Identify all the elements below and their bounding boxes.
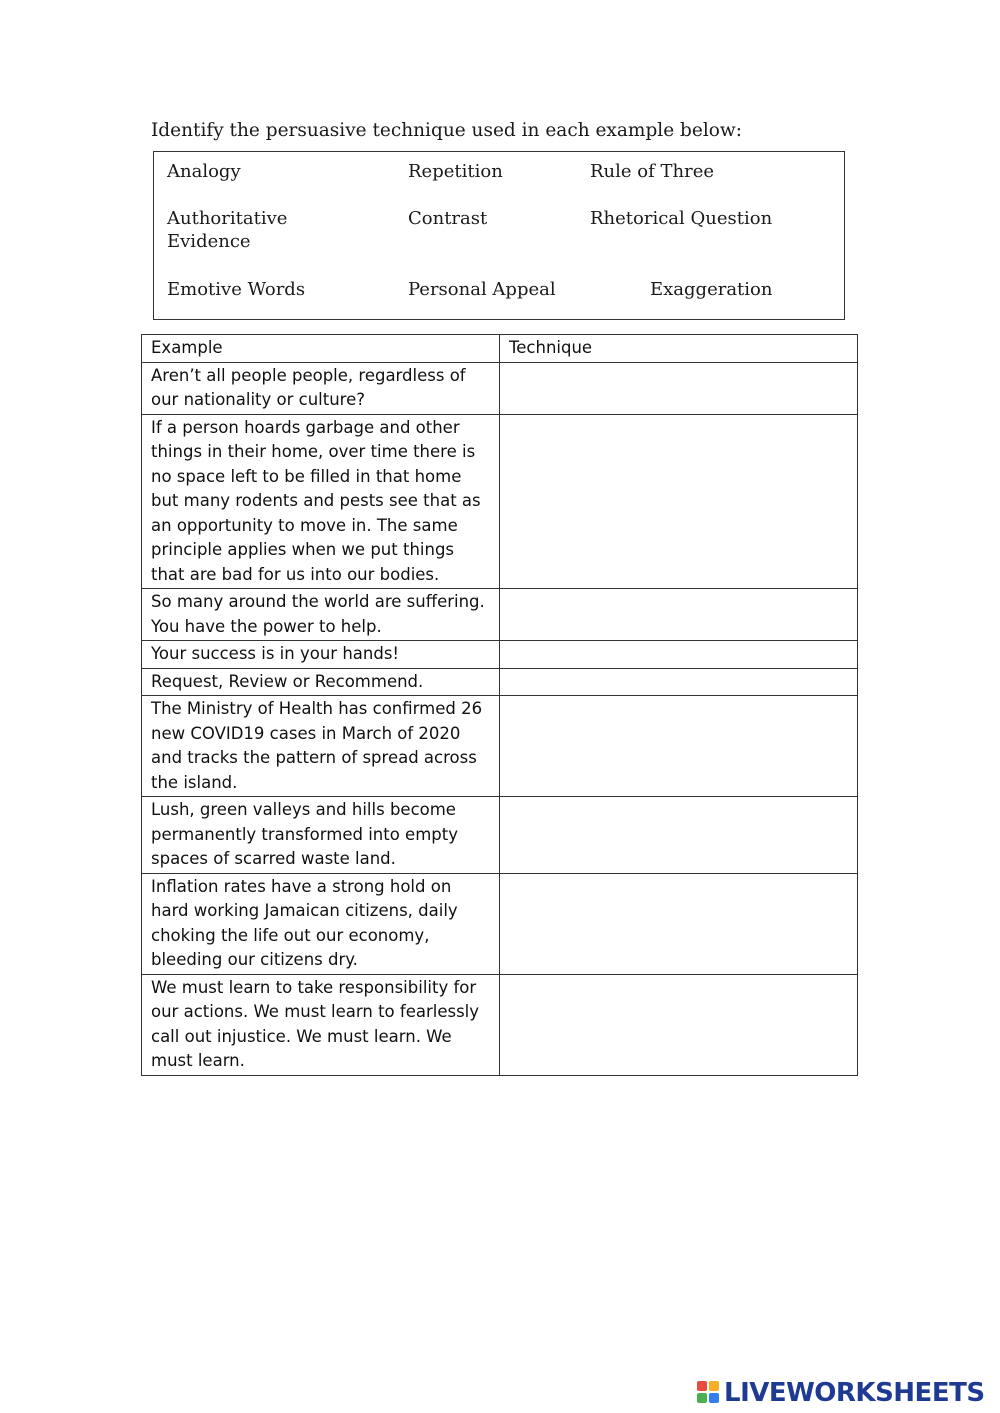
table-row: [142, 696, 858, 797]
word-bank-term: Rule of Three: [590, 161, 715, 182]
example-cell: We must learn to take responsibility for our actions. We must learn to fearlessly call out injustice. We must learn. We must learn.: [142, 974, 500, 1075]
example-cell: The Ministry of Health has confirmed 26 new COVID19 cases in March of 2020 and tracks the pattern of spread across the island.: [142, 696, 500, 797]
word-bank-term: Exaggeration: [650, 279, 773, 300]
example-cell: Inflation rates have a strong hold on hard working Jamaican citizens, daily choking the life out our economy, bleeding our citizens dry.: [142, 873, 500, 974]
example-cell: So many around the world are suffering. You have the power to help.: [142, 589, 500, 641]
instruction-text: Identify the persuasive technique used in each example below:: [151, 120, 742, 141]
table-row: [142, 668, 858, 696]
table-row: [142, 873, 858, 974]
example-cell: Lush, green valleys and hills become permanently transformed into empty spaces of scarred waste land.: [142, 797, 500, 874]
technique-table: [141, 334, 858, 1076]
word-bank-term: Repetition: [408, 161, 503, 182]
liveworksheets-logo: [697, 1376, 985, 1410]
logo-wordmark: LIVEWORKSHEETS: [724, 1378, 985, 1408]
word-bank-term: Contrast: [408, 208, 488, 229]
word-bank-term: Rhetorical Question: [590, 208, 773, 229]
word-bank-term: Personal Appeal: [408, 279, 556, 300]
word-bank-box: [153, 151, 845, 320]
example-cell: Your success is in your hands!: [142, 641, 500, 669]
example-cell: Aren’t all people people, regardless of our nationality or culture?: [142, 362, 500, 414]
logo-squares-icon: [697, 1381, 721, 1405]
technique-answer-cell[interactable]: [500, 797, 858, 874]
word-bank-term: Authoritative Evidence: [167, 208, 288, 252]
technique-answer-cell[interactable]: [500, 641, 858, 669]
table-row: [142, 589, 858, 641]
example-cell: If a person hoards garbage and other things in their home, over time there is no space left to be filled in that home but many rodents and pests see that as an opportunity to move in. The same principle applies when we put things that are bad for us into our bodies.: [142, 414, 500, 589]
example-cell: Request, Review or Recommend.: [142, 668, 500, 696]
table-row: [142, 414, 858, 589]
technique-answer-cell[interactable]: [500, 873, 858, 974]
technique-answer-cell[interactable]: [500, 589, 858, 641]
technique-answer-cell[interactable]: [500, 696, 858, 797]
technique-answer-cell[interactable]: [500, 362, 858, 414]
table-row: [142, 641, 858, 669]
table-row: [142, 362, 858, 414]
technique-answer-cell[interactable]: [500, 668, 858, 696]
table-row: [142, 974, 858, 1075]
technique-answer-cell[interactable]: [500, 974, 858, 1075]
word-bank-term: Analogy: [167, 161, 241, 182]
table-header-row: [142, 335, 858, 363]
header-example: Example: [142, 335, 500, 363]
word-bank-term: Emotive Words: [167, 279, 306, 300]
header-technique: Technique: [500, 335, 858, 363]
technique-answer-cell[interactable]: [500, 414, 858, 589]
table-row: [142, 797, 858, 874]
